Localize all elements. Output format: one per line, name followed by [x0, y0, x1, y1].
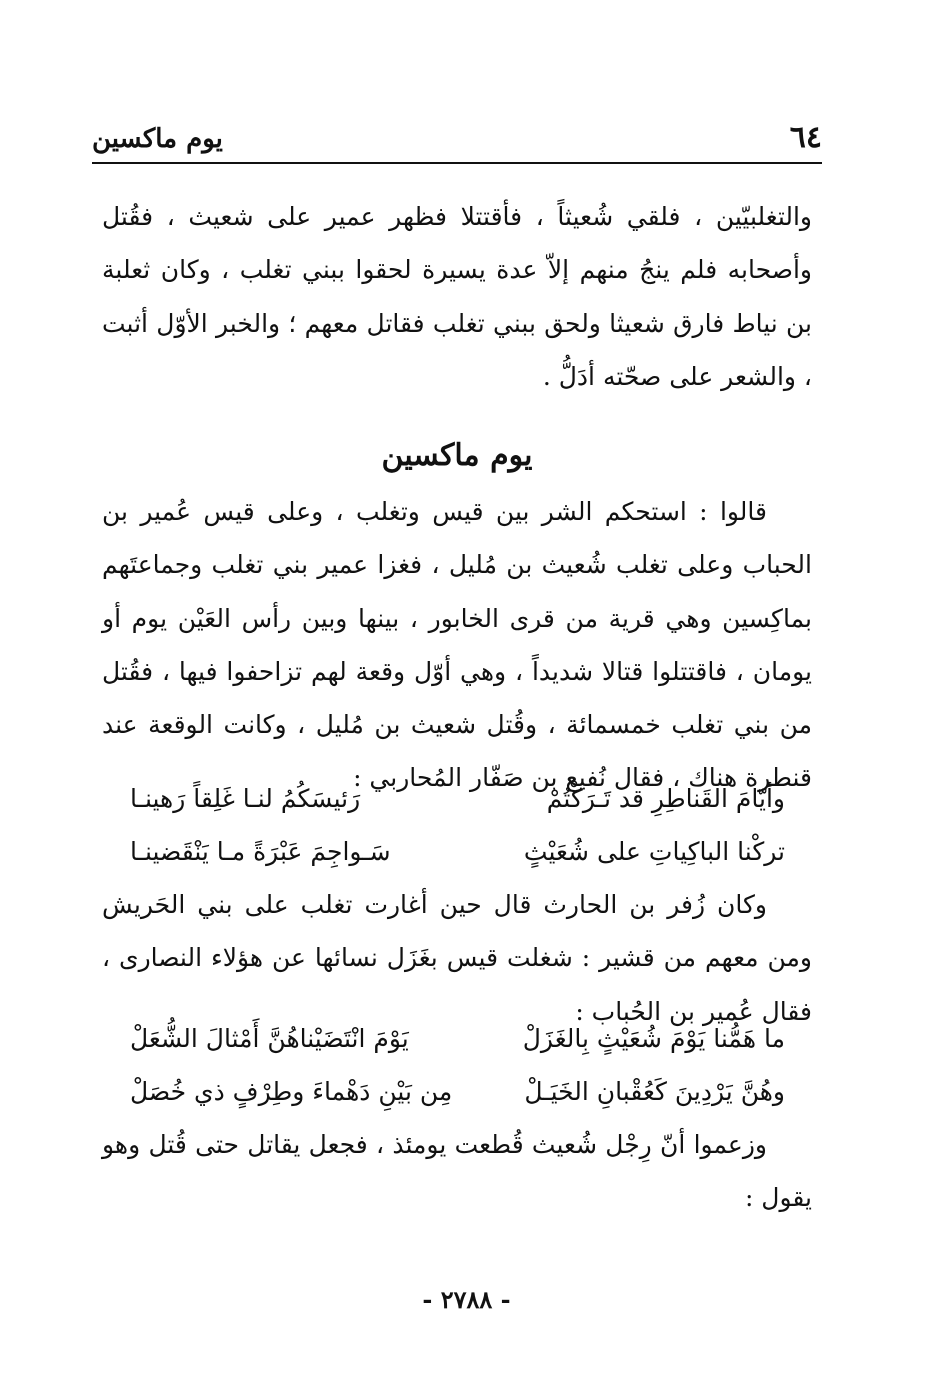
verse-first-hemistich: وأيّامَ القَناطِرِ قد تَـرَكْتُمْ — [546, 784, 785, 813]
section-paragraph-3: وزعموا أنّ رِجْل شُعيث قُطعت يومئذ ، فجعل يقاتل حتى قُتل وهو يقول : — [102, 1130, 812, 1213]
poem-verse — [130, 1012, 785, 1065]
section-text-3 — [102, 1118, 812, 1225]
section-title: يوم ماكسين — [381, 438, 533, 473]
continuation-text — [102, 190, 812, 403]
verse-second-hemistich: يَوْمَ انْتَضَيْناهُنَّ أَمْثالَ الشُّعَلْ — [130, 1024, 409, 1053]
verse-second-hemistich: سَـواجِمَ عَبْرَةً مـا يَنْقَضينـا — [130, 837, 391, 867]
footer-page-number: - ٢٧٨٨ - — [422, 1285, 511, 1314]
poem-1 — [130, 772, 785, 879]
verse-second-hemistich: رَئيسَكُمُ لنـا غَلِقاً رَهينـا — [130, 784, 361, 813]
section-text-1 — [102, 485, 812, 805]
verse-first-hemistich: ما هَمُّنا يَوْمَ شُعَيْثٍ بِالغَزَلْ — [522, 1024, 785, 1053]
poem-2 — [130, 1012, 785, 1119]
verse-first-hemistich: تركْنا الباكِياتِ على شُعَيْثٍ — [523, 837, 785, 867]
verse-first-hemistich: وهُنَّ يَرْدِينَ كَعُقْبانِ الخَيَـلْ — [524, 1077, 785, 1107]
page-number: ٦٤ — [789, 120, 822, 155]
section-paragraph-1: قالوا : استحكم الشر بين قيس وتغلب ، وعلى قيس عُمير بن الحباب وعلى تغلب شُعيث بن مُليل ، فغزا عمير بني تغلب وجماعتَهم بماكِسين وهي قرية من قرى الخابور ، بينها وبين رأس العَيْن يوم أو يومان ، فاقتتلوا قتالا شديداً ، وهي أوّل وقعة لهم تزاحفوا فيها ، فقُتل من بني تغلب خمسمائة ، وقُتل شعيث بن مُليل ، وكانت الوقعة عند قنطرة هناك ، فقال نُفيع بن صَفّار المُحاربي : — [102, 497, 812, 793]
section-paragraph-2: وكان زُفر بن الحارث قال حين أغارت تغلب على بني الحَريش ومن معهم من قشير : شغلت قيس بغَزَل نسائها عن هؤلاء النصارى ، فقال عُمير بن الحُباب : — [102, 890, 812, 1026]
verse-second-hemistich: مِن بَيْنِ دَهْماءَ وطِرْفٍ ذي خُصَلْ — [130, 1077, 453, 1107]
poem-verse — [130, 772, 785, 825]
running-title: يوم ماكسين — [92, 124, 223, 154]
poem-verse — [130, 825, 785, 878]
continuation-paragraph: والتغلبيّين ، فلقي شُعيثاً ، فأقتتلا فظهر عمير على شعيث ، فقُتل وأصحابه فلم ينجُ منهم إلاّ عدة يسيرة لحقوا ببني تغلب ، وكان ثعلبة بن نياط فارق شعيثا ولحق ببني تغلب فقاتل معهم ؛ والخبر الأوّل أثبت ، والشعر على صحّته أدَلُّ . — [102, 202, 812, 391]
running-header — [92, 112, 822, 164]
poem-verse — [130, 1065, 785, 1118]
